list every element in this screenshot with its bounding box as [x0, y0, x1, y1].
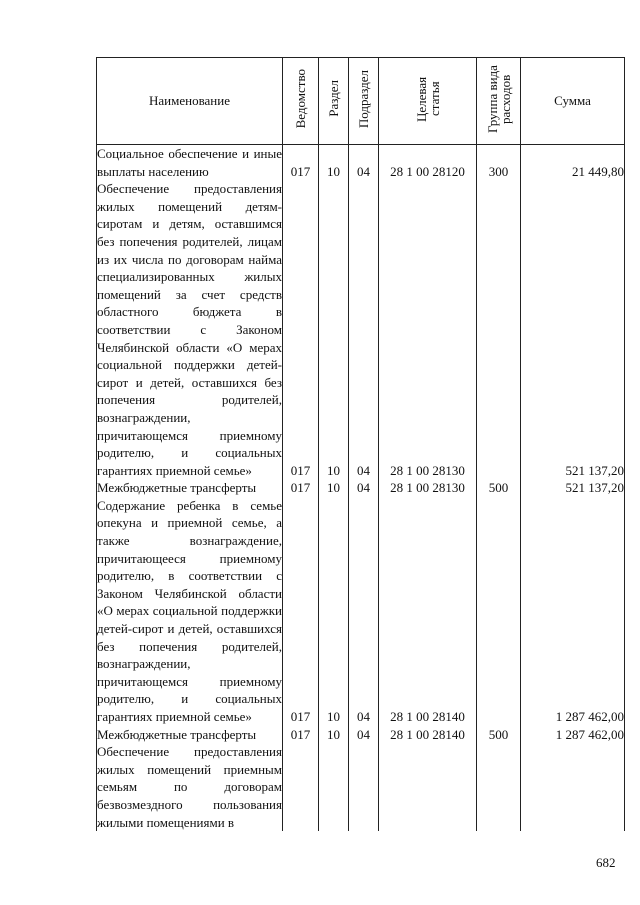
razdel-cell: 10 — [319, 497, 349, 726]
ved-cell — [283, 743, 319, 831]
gruppa-cell — [477, 743, 521, 831]
summa-cell: 521 137,20 — [521, 180, 625, 479]
table-row — [97, 743, 625, 831]
statya-cell — [379, 743, 477, 831]
statya-cell: 28 1 00 28140 — [379, 726, 477, 744]
podrazdel-cell: 04 — [349, 180, 379, 479]
row-name-cell: Обеспечение предоставления жилых помещений приемным семьям по договорам безвозмездного пользования жилыми помещениями в — [97, 744, 282, 830]
gruppa-cell: 500 — [477, 726, 521, 744]
gruppa-cell: 500 — [477, 479, 521, 497]
header-celevaya: Целевая статья — [379, 58, 477, 145]
header-summa: Сумма — [521, 58, 625, 145]
ved-cell: 017 — [283, 497, 319, 726]
row-name-cell: Межбюджетные трансферты — [97, 479, 283, 497]
table-row — [97, 145, 625, 181]
statya-cell: 28 1 00 28130 — [379, 479, 477, 497]
header-name: Наименование — [97, 58, 283, 145]
summa-cell: 21 449,80 — [521, 145, 625, 181]
razdel-cell: 10 — [319, 180, 349, 479]
statya-cell: 28 1 00 28120 — [379, 145, 477, 181]
page-number: 682 — [596, 855, 616, 870]
header-podrazdel: Подраздел — [349, 58, 379, 145]
header-gruppa: Группа вида расходов — [477, 58, 521, 145]
summa-cell: 521 137,20 — [521, 479, 625, 497]
podrazdel-cell: 04 — [349, 726, 379, 744]
row-name-cell: Содержание ребенка в семье опекуна и приемной семье, а также вознаграждение, причитающееся приемному родителю, в соответствии с Законом Челябинской области «О мерах социальной поддержки детей-сирот и детей, оставшихся без попечения родителей, вознаграждении, причитающемся приемному родителю, и социальных гарантиях приемной семье» — [97, 497, 282, 724]
razdel-cell: 10 — [319, 726, 349, 744]
header-razdel: Раздел — [319, 58, 349, 145]
gruppa-cell — [477, 497, 521, 726]
budget-table — [96, 57, 625, 831]
razdel-cell: 10 — [319, 479, 349, 497]
row-name-cell: Межбюджетные трансферты — [97, 726, 283, 744]
ved-cell: 017 — [283, 479, 319, 497]
statya-cell: 28 1 00 28130 — [379, 180, 477, 479]
razdel-cell — [319, 743, 349, 831]
summa-cell — [521, 743, 625, 831]
summa-cell: 1 287 462,00 — [521, 726, 625, 744]
table-row — [97, 497, 625, 726]
podrazdel-cell: 04 — [349, 145, 379, 181]
table-row — [97, 726, 625, 744]
table-row — [97, 479, 625, 497]
podrazdel-cell: 04 — [349, 497, 379, 726]
summa-cell: 1 287 462,00 — [521, 497, 625, 726]
ved-cell: 017 — [283, 180, 319, 479]
gruppa-cell — [477, 180, 521, 479]
ved-cell: 017 — [283, 145, 319, 181]
statya-cell: 28 1 00 28140 — [379, 497, 477, 726]
table-row — [97, 180, 625, 479]
gruppa-cell: 300 — [477, 145, 521, 181]
podrazdel-cell: 04 — [349, 479, 379, 497]
razdel-cell: 10 — [319, 145, 349, 181]
header-vedomstvo: Ведомство — [283, 58, 319, 145]
ved-cell: 017 — [283, 726, 319, 744]
row-name-cell: Обеспечение предоставления жилых помещений детям-сиротам и детям, оставшимся без попечения родителей, лицам из их числа по договорам найма специализированных жилых помещений за счет средств областного бюджета в соответствии с Законом Челябинской области «О мерах социальной поддержки детей-сирот и детей, оставшихся без попечения родителей, вознаграждении, причитающемся приемному родителю, и социальных гарантиях приемной семье» — [97, 181, 282, 478]
podrazdel-cell — [349, 743, 379, 831]
table-header-row — [97, 58, 625, 145]
row-name-cell: Социальное обеспечение и иные выплаты населению — [97, 146, 282, 179]
